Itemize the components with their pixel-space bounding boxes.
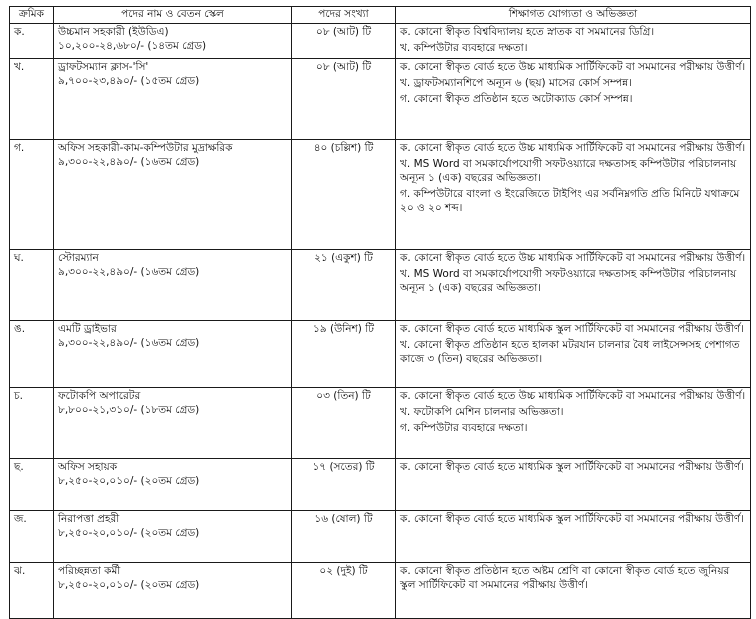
table-row [10, 321, 751, 388]
table-row [10, 511, 751, 563]
pay-scale: ৮,২৫০-২০,০১০/- (২০তম গ্রেড) [58, 579, 200, 591]
pay-scale: ১০,২০০-২৪,৬৮০/- (১৪তম গ্রেড) [58, 40, 207, 52]
post-count: ২১ (একুশ) টি [292, 250, 396, 321]
table-header-row [10, 7, 751, 24]
row-post [54, 59, 292, 140]
row-serial: ক. [10, 24, 54, 59]
post-count: ০৮ (আট) টি [292, 59, 396, 140]
row-qualification [396, 250, 751, 321]
post-count: ০৮ (আট) টি [292, 24, 396, 59]
post-name: এমটি ড্রাইভার [58, 323, 117, 335]
row-qualification [396, 140, 751, 250]
pay-scale: ৯,৭০০-২৩,৪৯০/- (১৫তম গ্রেড) [58, 75, 200, 87]
qualification-item: গ. কম্পিউটারে বাংলা ও ইংরেজিতে টাইপিং এর সর্বনিম্নগতি প্রতি মিনিটে যথাক্রমে ২০ ও ২০ শব্দ। [400, 188, 740, 214]
row-post [54, 511, 292, 563]
qualification-item: ক. কোনো স্বীকৃত বোর্ড হতে মাধ্যমিক স্কুল সার্টিফিকেট বা সমমানের পরীক্ষায় উত্তীর্ণ। [400, 513, 744, 525]
row-post [54, 140, 292, 250]
pay-scale: ৮,৮০০-২১,৩১০/- (১৮তম গ্রেড) [58, 404, 200, 416]
pay-scale: ৮,২৫০-২০,০১০/- (২০তম গ্রেড) [58, 475, 200, 487]
qualification-item: ক. কোনো স্বীকৃত বোর্ড হতে উচ্চ মাধ্যমিক সার্টিফিকেট বা সমমানের পরীক্ষায় উত্তীর্ণ। [400, 252, 746, 264]
pay-scale: ৯,৩০০-২২,৪৯০/- (১৬তম গ্রেড) [58, 266, 200, 278]
header-qualification: শিক্ষাগত যোগ্যতা ও অভিজ্ঞতা [396, 7, 751, 24]
qualification-item: খ. ড্রাফটসম্যানশিপে অন্যূন ৬ (ছয়) মাসের কোর্স সম্পন্ন। [400, 77, 632, 89]
row-qualification [396, 459, 751, 511]
qualification-item: ক. কোনো স্বীকৃত প্রতিষ্ঠান হতে অষ্টম শ্রেণি বা কোনো স্বীকৃত বোর্ড হতে জুনিয়র স্কুল সার্টিফিকেট বা সমমানের পরীক্ষায় উত্তীর্ণ। [400, 565, 730, 591]
post-name: ড্রাফটসম্যান ক্লাস-'সি' [58, 61, 149, 73]
header-post-count: পদের সংখ্যা [292, 7, 396, 24]
qualification-item: গ. কম্পিউটার ব্যবহারে দক্ষতা। [400, 422, 528, 434]
table-row [10, 459, 751, 511]
table-body [10, 24, 751, 619]
row-serial: ঘ. [10, 250, 54, 321]
post-name: স্টোরম্যান [58, 252, 99, 264]
row-post [54, 388, 292, 459]
pay-scale: ৯,৩০০-২২,৪৯০/- (১৬তম গ্রেড) [58, 156, 200, 168]
qualification-item: খ. MS Word বা সমকার্যোপযোগী সফটওয়্যারে দক্ষতাসহ কম্পিউটার পরিচালনায় অন্যূন ১ (এক) বছরের অভিজ্ঞতা। [400, 268, 737, 294]
qualification-item: ক. কোনো স্বীকৃত বোর্ড হতে মাধ্যমিক স্কুল সার্টিফিকেট বা সমমানের পরীক্ষায় উত্তীর্ণ। [400, 323, 744, 335]
qualification-item: খ. ফটোকপি মেশিন চালনার অভিজ্ঞতা। [400, 406, 564, 418]
recruitment-table [9, 6, 751, 619]
table-row [10, 388, 751, 459]
post-count: ০৩ (তিন) টি [292, 388, 396, 459]
row-post [54, 321, 292, 388]
row-serial: খ. [10, 59, 54, 140]
post-name: নিরাপত্তা প্রহরী [58, 513, 120, 525]
row-serial: চ. [10, 388, 54, 459]
post-name: পরিচ্ছন্নতা কর্মী [58, 565, 121, 577]
header-post-name-scale: পদের নাম ও বেতন স্কেল [54, 7, 292, 24]
post-count: ১৬ (ষোল) টি [292, 511, 396, 563]
table-row [10, 24, 751, 59]
row-serial: জ. [10, 511, 54, 563]
qualification-item: ক. কোনো স্বীকৃত বোর্ড হতে উচ্চ মাধ্যমিক সার্টিফিকেট বা সমমানের পরীক্ষায় উত্তীর্ণ। [400, 61, 746, 73]
row-serial: ছ. [10, 459, 54, 511]
post-count: ১৭ (সতের) টি [292, 459, 396, 511]
row-qualification [396, 388, 751, 459]
header-serial: ক্রমিক [10, 7, 54, 24]
post-count: ১৯ (উনিশ) টি [292, 321, 396, 388]
post-name: উচ্চমান সহকারী (ইউডিএ) [58, 26, 169, 38]
row-post [54, 459, 292, 511]
row-post [54, 24, 292, 59]
row-post [54, 563, 292, 619]
row-qualification [396, 321, 751, 388]
row-serial: ঙ. [10, 321, 54, 388]
qualification-item: খ. কম্পিউটার ব্যবহারে দক্ষতা। [400, 42, 528, 54]
qualification-item: ক. কোনো স্বীকৃত বিশ্ববিদ্যালয় হতে স্নাতক বা সমমানের ডিগ্রি। [400, 26, 655, 38]
row-qualification [396, 59, 751, 140]
post-count: ০২ (দুই) টি [292, 563, 396, 619]
qualification-item: ক. কোনো স্বীকৃত বোর্ড হতে উচ্চ মাধ্যমিক সার্টিফিকেট বা সমমানের পরীক্ষায় উত্তীর্ণ। [400, 390, 746, 402]
row-serial: গ. [10, 140, 54, 250]
post-count: ৪০ (চল্লিশ) টি [292, 140, 396, 250]
qualification-item: ক. কোনো স্বীকৃত বোর্ড হতে উচ্চ মাধ্যমিক সার্টিফিকেট বা সমমানের পরীক্ষায় উত্তীর্ণ। [400, 142, 746, 154]
row-qualification [396, 24, 751, 59]
table-row [10, 563, 751, 619]
qualification-item: ক. কোনো স্বীকৃত বোর্ড হতে মাধ্যমিক স্কুল সার্টিফিকেট বা সমমানের পরীক্ষায় উত্তীর্ণ। [400, 461, 744, 473]
post-name: অফিস সহকারী-কাম-কম্পিউটার মুদ্রাক্ষরিক [58, 142, 233, 154]
row-serial: ঝ. [10, 563, 54, 619]
qualification-item: খ. MS Word বা সমকার্যোপযোগী সফটওয়্যারে দক্ষতাসহ কম্পিউটার পরিচালনায় অন্যূন ১ (এক) বছরের অভিজ্ঞতা। [400, 158, 737, 184]
post-name: অফিস সহায়ক [58, 461, 118, 473]
pay-scale: ৯,৩০০-২২,৪৯০/- (১৬তম গ্রেড) [58, 337, 200, 349]
qualification-item: গ. কোনো স্বীকৃত প্রতিষ্ঠান হতে অটোক্যাড কোর্স সম্পন্ন। [400, 93, 633, 105]
row-qualification [396, 563, 751, 619]
table-row [10, 140, 751, 250]
table-row [10, 59, 751, 140]
table-row [10, 250, 751, 321]
qualification-item: খ. কোনো স্বীকৃত প্রতিষ্ঠান হতে হালকা মটরযান চালনার বৈধ লাইসেন্সসহ পেশাগত কাজে ৩ (তিন) বছরের অভিজ্ঞতা। [400, 339, 740, 365]
row-qualification [396, 511, 751, 563]
post-name: ফটোকপি অপারেটর [58, 390, 141, 402]
pay-scale: ৮,২৫০-২০,০১০/- (২০তম গ্রেড) [58, 527, 200, 539]
row-post [54, 250, 292, 321]
